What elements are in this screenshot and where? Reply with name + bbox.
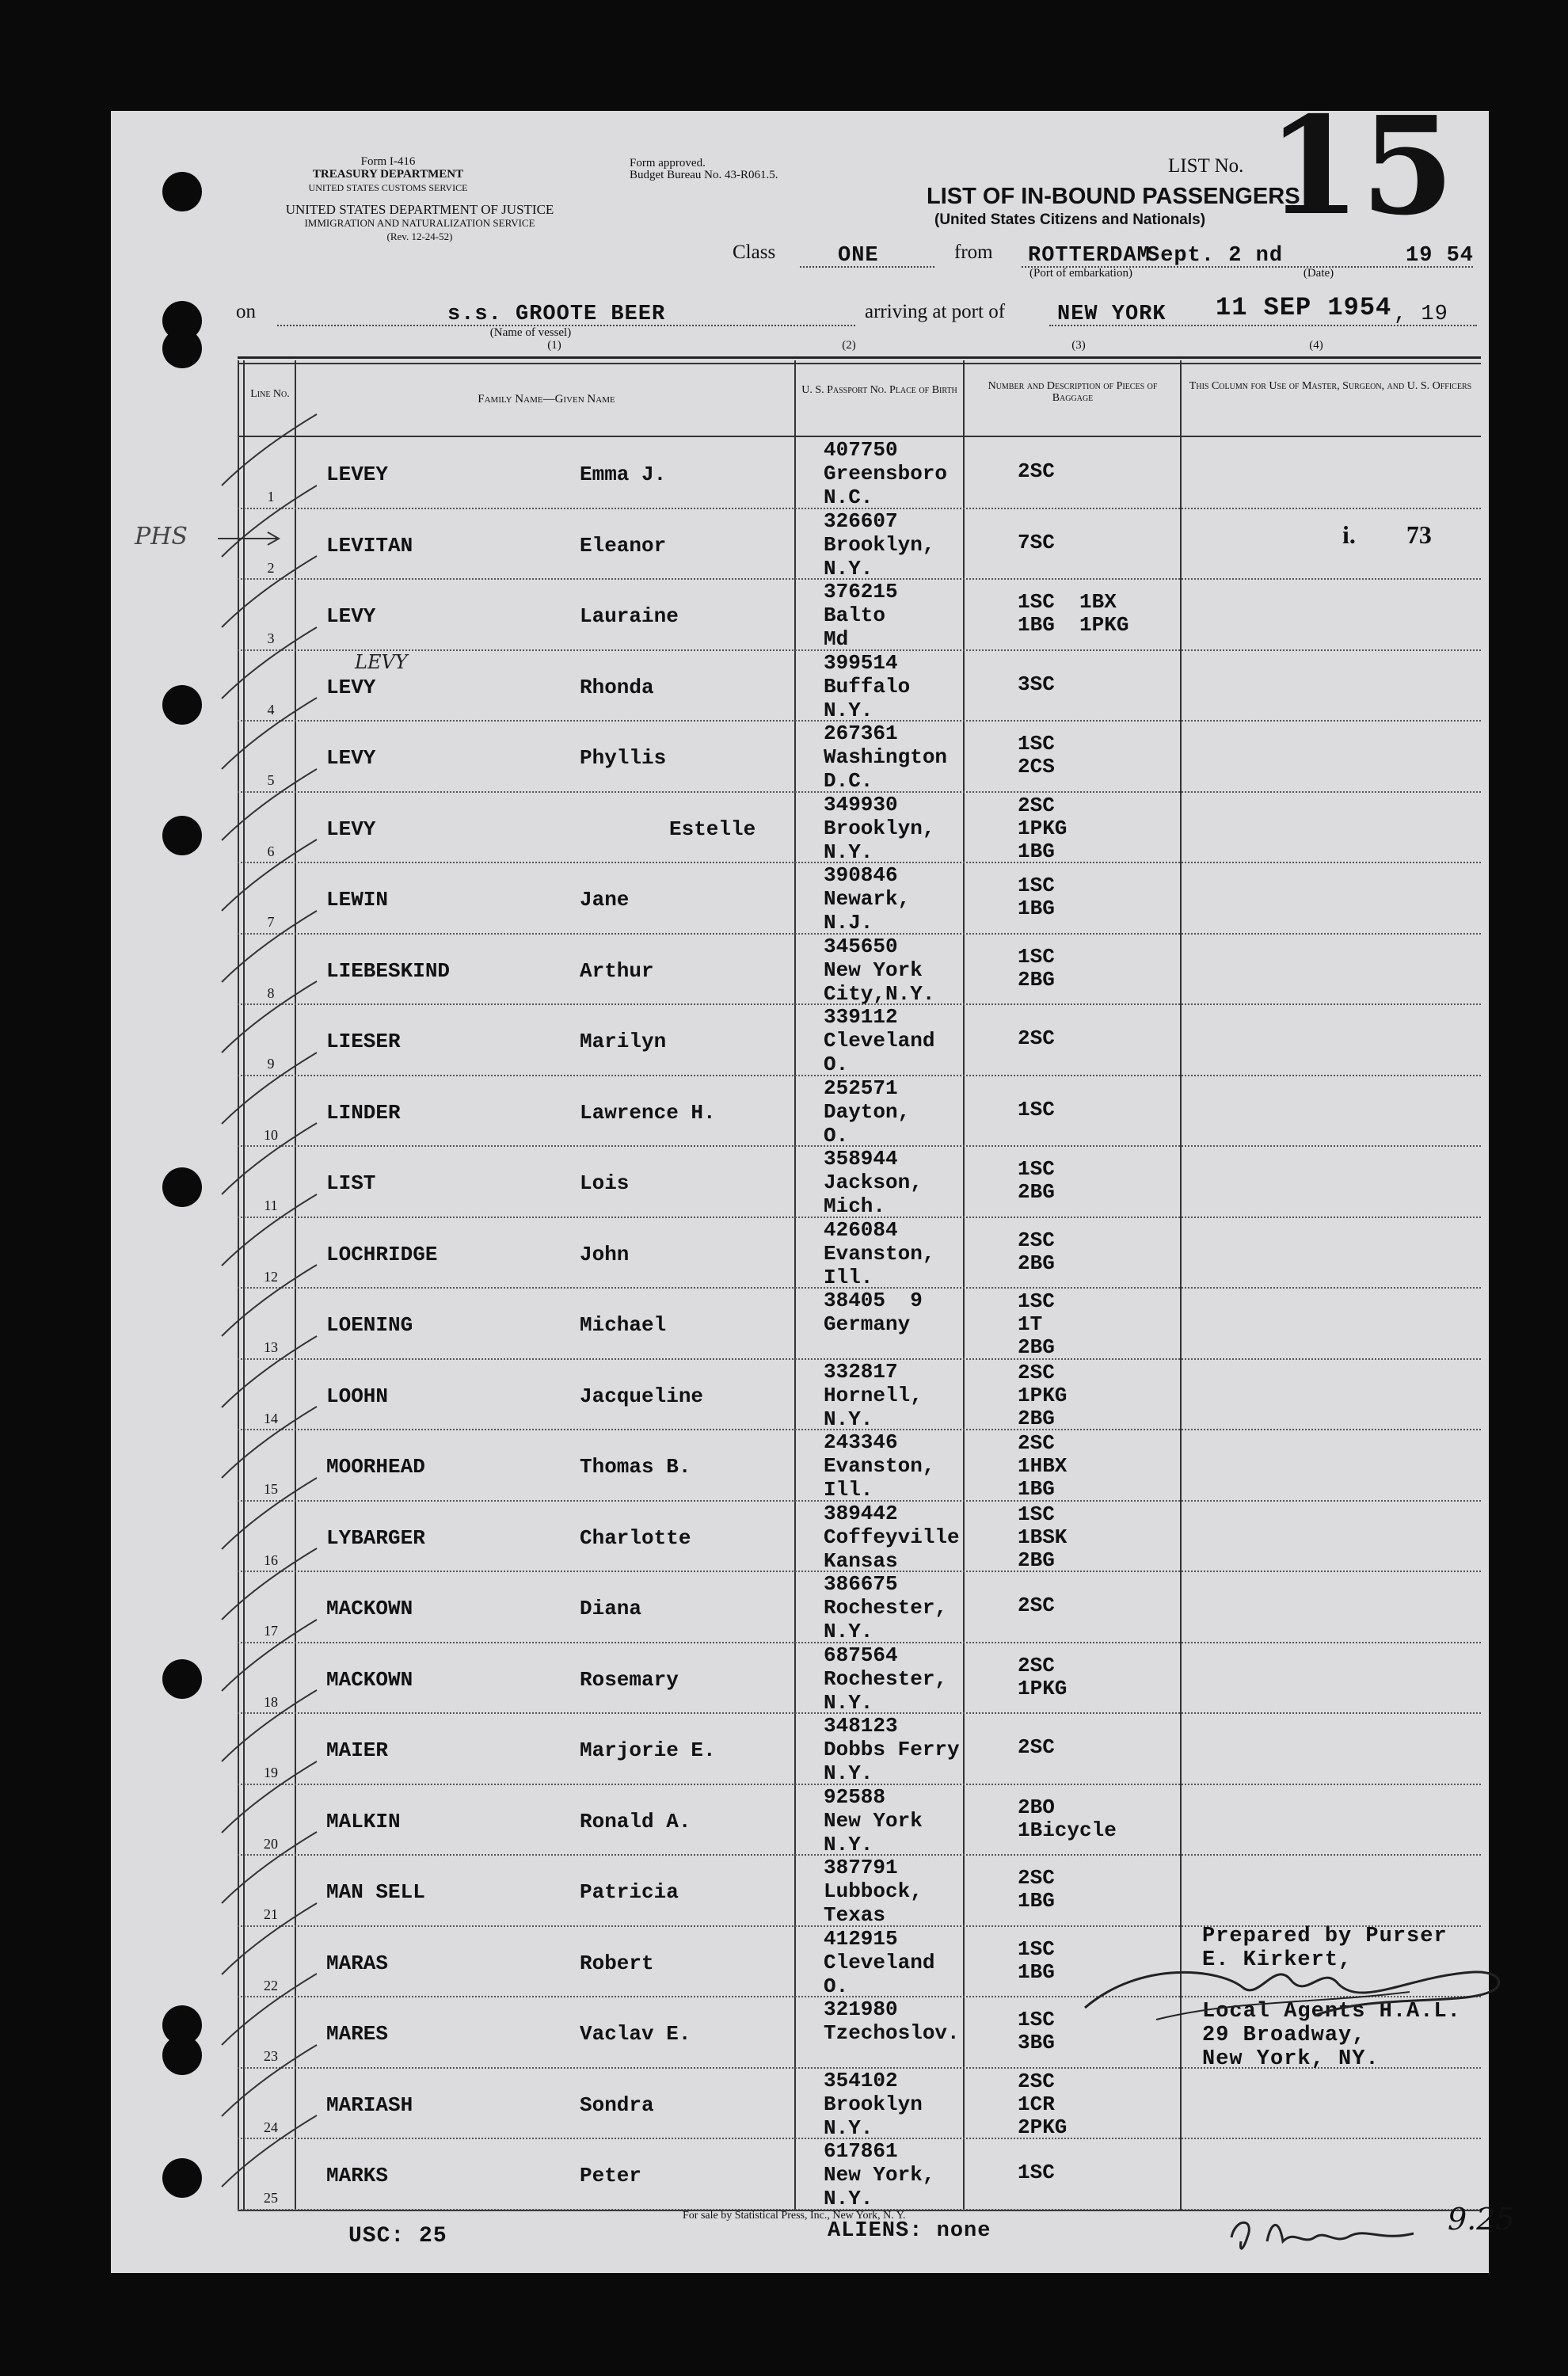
line-number: 1 bbox=[267, 489, 275, 505]
table-row bbox=[238, 1856, 1481, 1927]
passport-and-birthplace: 387791 Lubbock, Texas bbox=[824, 1856, 923, 1927]
passport-and-birthplace: 358944 Jackson, Mich. bbox=[824, 1147, 923, 1218]
given-name: Robert bbox=[580, 1951, 654, 1975]
baggage-description: 1SC bbox=[1018, 1097, 1055, 1121]
family-name: LEVY bbox=[326, 817, 376, 841]
purser-signature bbox=[1077, 1944, 1520, 2039]
arriving-label: arriving at port of bbox=[865, 301, 1006, 322]
port-caption: (Port of embarkation) bbox=[1029, 267, 1132, 280]
passport-and-birthplace: 349930 Brooklyn, N.Y. bbox=[824, 792, 935, 864]
family-name: LEVY bbox=[326, 604, 376, 628]
table-row bbox=[238, 935, 1481, 1006]
margin-note-phs: PHS bbox=[135, 523, 188, 550]
family-name: MALKIN bbox=[326, 1809, 401, 1833]
family-name: LOCHRIDGE bbox=[326, 1242, 438, 1266]
baggage-description: 2SC bbox=[1018, 459, 1055, 483]
given-name: Vaclav E. bbox=[580, 2022, 691, 2046]
line-number: 14 bbox=[264, 1410, 278, 1426]
table-row bbox=[238, 1289, 1481, 1360]
arrow-icon bbox=[214, 529, 285, 548]
given-name: Jane bbox=[580, 888, 630, 912]
purser-line-1: Prepared by Purser bbox=[1202, 1925, 1448, 1948]
baggage-description: 1SC 2CS bbox=[1018, 732, 1055, 779]
inspector-signature bbox=[1224, 2206, 1429, 2261]
printer-note: For sale by Statistical Press, Inc., New York, N. Y. bbox=[683, 2210, 906, 2222]
line-number: 23 bbox=[264, 2048, 278, 2064]
passport-and-birthplace: 339112 Cleveland O. bbox=[824, 1005, 935, 1076]
baggage-description: 1SC 3BG bbox=[1018, 2008, 1055, 2054]
given-name: Michael bbox=[580, 1313, 667, 1337]
family-name: LEVY bbox=[326, 746, 376, 770]
passport-and-birthplace: 92588 New York N.Y. bbox=[824, 1784, 923, 1856]
family-name: MACKOWN bbox=[326, 1597, 413, 1620]
revision-date: (Rev. 12-24-52) bbox=[386, 230, 453, 242]
line-number: 24 bbox=[264, 2119, 278, 2135]
line-number: 11 bbox=[264, 1198, 278, 1213]
line-number: 12 bbox=[264, 1268, 278, 1285]
line-number: 19 bbox=[264, 1765, 278, 1780]
header-passport: U. S. Passport No. Place of Birth bbox=[801, 384, 957, 396]
arrival-port: NEW YORK bbox=[1057, 303, 1166, 326]
line-number: 17 bbox=[264, 1623, 278, 1639]
table-row bbox=[238, 1502, 1481, 1573]
check-mark-icon bbox=[214, 2108, 325, 2195]
table-row bbox=[238, 1643, 1481, 1715]
passport-and-birthplace: 243346 Evanston, Ill. bbox=[824, 1430, 935, 1502]
given-name: Arthur bbox=[580, 958, 654, 983]
officer-note: i. 73 bbox=[1342, 520, 1432, 549]
port-of-embarkation: ROTTERDAM bbox=[1028, 244, 1151, 268]
passport-and-birthplace: 617861 New York, N.Y. bbox=[824, 2139, 935, 2210]
baggage-description: 3SC bbox=[1018, 672, 1055, 696]
line-number: 2 bbox=[267, 559, 275, 576]
given-name: Rosemary bbox=[580, 1667, 679, 1692]
list-no-label: LIST No. bbox=[1168, 155, 1244, 177]
passport-and-birthplace: 412915 Cleveland O. bbox=[824, 1926, 935, 1998]
given-name: Marilyn bbox=[580, 1030, 667, 1053]
line-number: 8 bbox=[267, 984, 275, 1001]
table-top-rule bbox=[238, 356, 1481, 359]
baggage-description: 2SC bbox=[1018, 1594, 1055, 1617]
vessel-name: s.s. GROOTE BEER bbox=[447, 303, 666, 326]
levy-correction-note: LEVY bbox=[355, 651, 408, 673]
purser-line-2: E. Kirkert, bbox=[1202, 1948, 1353, 1972]
family-name: LIEBESKIND bbox=[326, 958, 451, 983]
handwritten-time: 9.25 bbox=[1448, 2202, 1515, 2237]
passport-and-birthplace: 332817 Hornell, N.Y. bbox=[824, 1359, 923, 1431]
given-name: Lauraine bbox=[580, 604, 679, 628]
table-row bbox=[238, 1785, 1481, 1856]
date-caption: (Date) bbox=[1303, 267, 1334, 280]
family-name: LYBARGER bbox=[326, 1525, 425, 1550]
family-name: MARIASH bbox=[326, 2092, 413, 2117]
table-row bbox=[238, 580, 1481, 651]
baggage-description: 1SC 1T 2BG bbox=[1018, 1289, 1055, 1359]
line-number: 15 bbox=[264, 1481, 278, 1497]
usc-count: USC: 25 bbox=[348, 2224, 447, 2248]
baggage-description: 2SC 2BG bbox=[1018, 1228, 1055, 1275]
line-number: 16 bbox=[264, 1552, 278, 1568]
purser-line-5: New York, NY. bbox=[1202, 2047, 1380, 2071]
purser-line-3: Local Agents H.A.L. bbox=[1202, 2000, 1461, 2024]
punch-hole bbox=[162, 685, 202, 725]
family-name: MARKS bbox=[326, 2164, 389, 2188]
baggage-description: 1SC 1BX 1BG 1PKG bbox=[1018, 590, 1129, 637]
punch-hole bbox=[162, 816, 202, 855]
punch-hole bbox=[162, 2035, 202, 2075]
table-row bbox=[238, 509, 1481, 581]
line-number: 9 bbox=[267, 1056, 275, 1072]
col-num-4: (4) bbox=[1309, 339, 1323, 352]
given-name: Thomas B. bbox=[580, 1455, 691, 1479]
family-name: MAIER bbox=[326, 1738, 389, 1762]
col-num-2: (2) bbox=[842, 339, 856, 352]
punch-hole bbox=[162, 172, 202, 211]
col-num-1: (1) bbox=[547, 339, 561, 352]
header-officers-column: This Column for Use of Master, Surgeon, and U. S. Officers bbox=[1189, 380, 1472, 392]
form-number: Form I-416 bbox=[360, 155, 416, 168]
given-name: Phyllis bbox=[580, 746, 667, 770]
given-name: Sondra bbox=[580, 2092, 654, 2117]
passport-and-birthplace: 38405 9 Germany bbox=[824, 1289, 923, 1336]
line-number: 22 bbox=[264, 1977, 278, 1993]
baggage-description: 2BO 1Bicycle bbox=[1018, 1795, 1117, 1842]
family-name: LEVITAN bbox=[326, 533, 413, 558]
given-name: Eleanor bbox=[580, 533, 667, 558]
given-name: Charlotte bbox=[580, 1525, 691, 1550]
given-name: Rhonda bbox=[580, 675, 654, 699]
table-row bbox=[238, 1714, 1481, 1785]
family-name: MACKOWN bbox=[326, 1667, 413, 1692]
baggage-description: 2SC 1CR 2PKG bbox=[1018, 2069, 1068, 2139]
passport-and-birthplace: 252571 Dayton, O. bbox=[824, 1076, 911, 1148]
header-name: Family Name—Given Name bbox=[478, 393, 615, 406]
baggage-description: 2SC 1PKG 1BG bbox=[1018, 793, 1068, 863]
family-name: LOOHN bbox=[326, 1384, 389, 1408]
given-name: Estelle bbox=[669, 817, 756, 841]
from-label: from bbox=[954, 242, 993, 263]
passport-and-birthplace: 321980 Tzechoslov. bbox=[824, 1997, 960, 2045]
passport-and-birthplace: 390846 Newark, N.J. bbox=[824, 863, 911, 935]
table-row bbox=[238, 1076, 1481, 1148]
table-row bbox=[238, 1218, 1481, 1289]
customs-service: UNITED STATES CUSTOMS SERVICE bbox=[308, 182, 468, 193]
line-number: 20 bbox=[264, 1835, 278, 1852]
given-name: Ronald A. bbox=[580, 1809, 691, 1833]
family-name: MARAS bbox=[326, 1951, 389, 1975]
passport-and-birthplace: 389442 Coffeyville Kansas bbox=[824, 1501, 960, 1573]
class-label: Class bbox=[733, 242, 776, 263]
table-row bbox=[238, 1147, 1481, 1218]
family-name: LIST bbox=[326, 1171, 376, 1195]
baggage-description: 2SC 1HBX 1BG bbox=[1018, 1431, 1068, 1501]
form-subtitle: (United States Citizens and Nationals) bbox=[934, 211, 1206, 228]
table-row bbox=[238, 1360, 1481, 1431]
class-value: ONE bbox=[838, 244, 879, 268]
line-number: 5 bbox=[267, 772, 275, 788]
form-title: LIST OF IN-BOUND PASSENGERS bbox=[927, 184, 1300, 209]
line-number: 13 bbox=[264, 1339, 278, 1355]
family-name: MAN SELL bbox=[326, 1880, 425, 1904]
family-name: LIESER bbox=[326, 1030, 401, 1053]
table-row bbox=[238, 438, 1481, 509]
table-row bbox=[238, 722, 1481, 793]
line-number: 21 bbox=[264, 1906, 278, 1922]
family-name: LOENING bbox=[326, 1313, 413, 1337]
family-name: LEVEY bbox=[326, 463, 389, 486]
family-name: LINDER bbox=[326, 1100, 401, 1125]
given-name: Lawrence H. bbox=[580, 1100, 716, 1125]
table-row bbox=[238, 863, 1481, 935]
given-name: Emma J. bbox=[580, 463, 667, 486]
baggage-description: 1SC 2BG bbox=[1018, 944, 1055, 992]
line-number: 25 bbox=[264, 2190, 278, 2206]
family-name: MOORHEAD bbox=[326, 1455, 425, 1479]
ins-name: IMMIGRATION AND NATURALIZATION SERVICE bbox=[304, 217, 535, 229]
table-row bbox=[238, 2139, 1481, 2210]
baggage-description: 1SC bbox=[1018, 2161, 1055, 2184]
vessel-caption: (Name of vessel) bbox=[489, 326, 572, 339]
line-number: 18 bbox=[264, 1693, 278, 1710]
aliens-count: ALIENS: none bbox=[828, 2219, 991, 2243]
passport-and-birthplace: 348123 Dobbs Ferry N.Y. bbox=[824, 1714, 960, 1785]
table-row bbox=[238, 793, 1481, 864]
list-number: 15 bbox=[1267, 87, 1455, 246]
family-name: LEVY bbox=[326, 675, 376, 699]
table-row bbox=[238, 1005, 1481, 1076]
treasury-department: TREASURY DEPARTMENT bbox=[312, 168, 464, 181]
department-of-justice: UNITED STATES DEPARTMENT OF JUSTICE bbox=[285, 202, 554, 217]
passport-and-birthplace: 687564 Rochester, N.Y. bbox=[824, 1643, 948, 1715]
line-number: 7 bbox=[267, 914, 275, 930]
arrival-year: , 19 bbox=[1394, 303, 1448, 326]
given-name: Peter bbox=[580, 2164, 642, 2188]
col-num-3: (3) bbox=[1071, 339, 1086, 352]
baggage-description: 2SC 1BG bbox=[1018, 1866, 1055, 1913]
baggage-description: 2SC 1PKG bbox=[1018, 1653, 1068, 1700]
passport-and-birthplace: 354102 Brooklyn N.Y. bbox=[824, 2068, 923, 2140]
passport-and-birthplace: 267361 Washington D.C. bbox=[824, 722, 948, 793]
baggage-description: 2SC bbox=[1018, 1026, 1055, 1050]
line-number: 3 bbox=[267, 630, 275, 646]
baggage-description: 1SC 1BG bbox=[1018, 1936, 1055, 1984]
line-number: 10 bbox=[264, 1126, 278, 1143]
punch-hole bbox=[162, 2158, 202, 2198]
passport-and-birthplace: 376215 Balto Md bbox=[824, 580, 898, 651]
table-row bbox=[238, 651, 1481, 722]
baggage-description: 2SC 1PKG 2BG bbox=[1018, 1360, 1068, 1430]
given-name: Lois bbox=[580, 1171, 630, 1195]
passport-and-birthplace: 386675 Rochester, N.Y. bbox=[824, 1572, 948, 1643]
passport-and-birthplace: 326607 Brooklyn, N.Y. bbox=[824, 508, 935, 581]
passport-and-birthplace: 399514 Buffalo N.Y. bbox=[824, 650, 911, 722]
given-name: John bbox=[580, 1242, 630, 1266]
given-name: Jacqueline bbox=[580, 1384, 704, 1408]
baggage-description: 1SC 1BG bbox=[1018, 874, 1055, 920]
on-label: on bbox=[236, 301, 256, 322]
table-row bbox=[238, 1430, 1481, 1502]
form-approved: Form approved. bbox=[630, 157, 706, 169]
header-baggage: Number and Description of Pieces of Baggage bbox=[988, 380, 1158, 404]
passport-and-birthplace: 426084 Evanston, Ill. bbox=[824, 1217, 935, 1289]
table-row bbox=[238, 1572, 1481, 1643]
family-name: MARES bbox=[326, 2022, 389, 2046]
embarkation-year: 19 54 bbox=[1406, 244, 1475, 268]
given-name: Patricia bbox=[580, 1880, 679, 1904]
embarkation-date: Sept. 2 nd bbox=[1147, 244, 1284, 268]
budget-bureau: Budget Bureau No. 43-R061.5. bbox=[630, 169, 778, 181]
line-number: 4 bbox=[267, 701, 275, 718]
baggage-description: 1SC 2BG bbox=[1018, 1157, 1055, 1204]
punch-hole bbox=[162, 1167, 202, 1207]
table-row bbox=[238, 2069, 1481, 2140]
arrival-date-stamp: 11 SEP 1954 bbox=[1216, 293, 1392, 322]
passport-and-birthplace: 345650 New York City,N.Y. bbox=[824, 934, 935, 1006]
given-name: Diana bbox=[580, 1597, 642, 1620]
baggage-description: 2SC bbox=[1018, 1735, 1055, 1759]
header-bottom-rule bbox=[238, 436, 1481, 437]
baggage-description: 1SC 1BSK 2BG bbox=[1018, 1502, 1068, 1572]
baggage-description: 7SC bbox=[1018, 530, 1055, 554]
line-number: 6 bbox=[267, 843, 275, 859]
passport-and-birthplace: 407750 Greensboro N.C. bbox=[824, 438, 948, 509]
family-name: LEWIN bbox=[326, 888, 389, 912]
punch-hole bbox=[162, 329, 202, 368]
purser-line-4: 29 Broadway, bbox=[1202, 2024, 1366, 2047]
header-line-no: Line No. bbox=[250, 388, 290, 400]
punch-hole bbox=[162, 1659, 202, 1699]
given-name: Marjorie E. bbox=[580, 1738, 716, 1762]
